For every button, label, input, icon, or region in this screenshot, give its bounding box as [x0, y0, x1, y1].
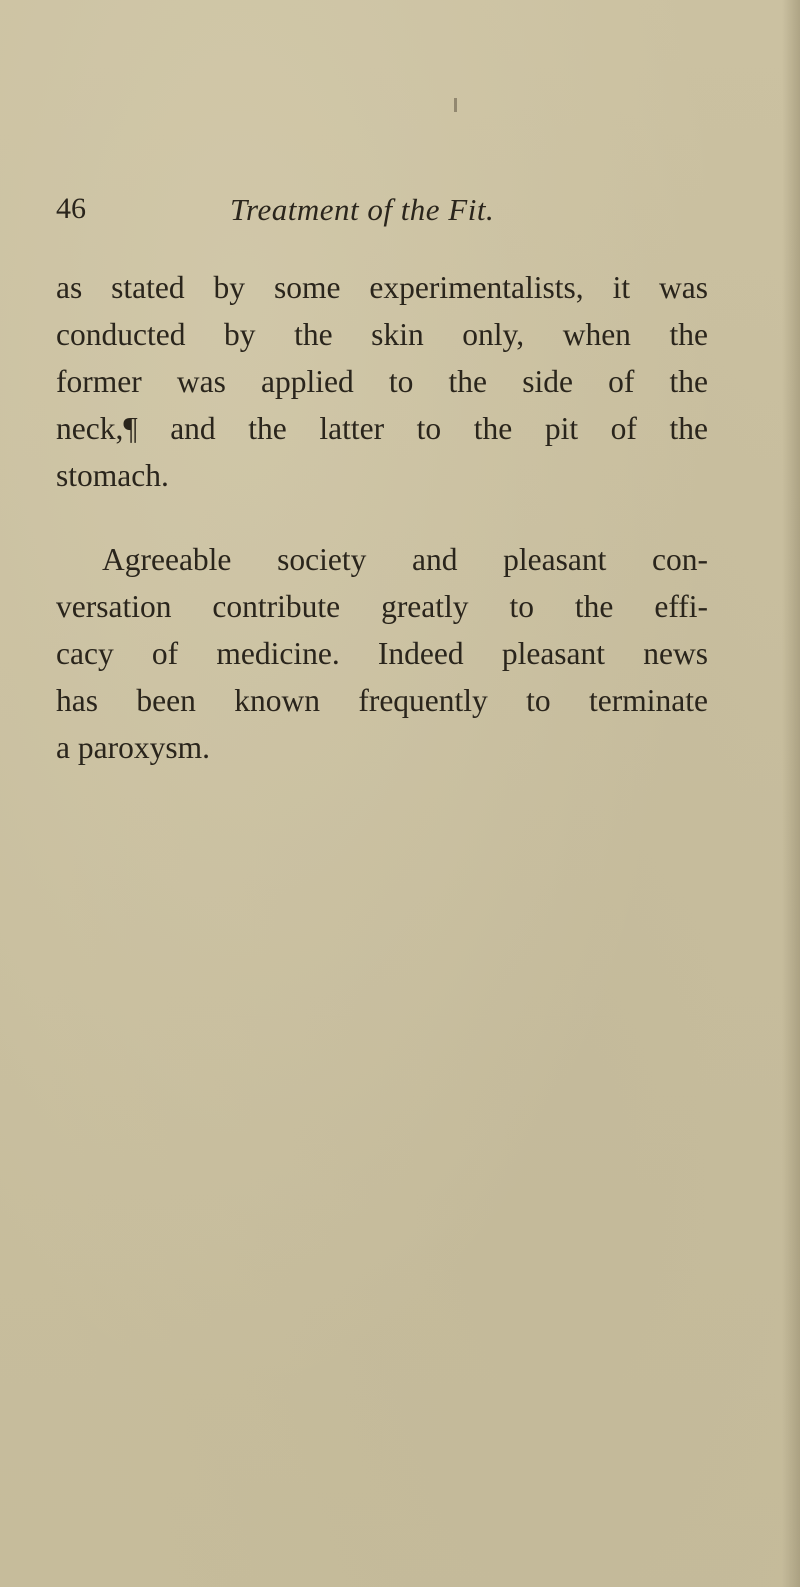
body-text — [56, 264, 756, 771]
page-edge-shadow — [782, 0, 800, 1587]
running-head — [56, 192, 756, 232]
text-line: versation contribute greatly to the effi- — [56, 589, 708, 624]
text-line: conducted by the skin only, when the — [56, 317, 708, 352]
paragraph-gap — [56, 499, 756, 536]
paragraph-1 — [56, 264, 756, 499]
running-head-title: Treatment of the Fit. — [230, 192, 495, 227]
text-line: as stated by some experimentalists, it was — [56, 270, 708, 305]
text-line: neck,¶ and the latter to the pit of the — [56, 411, 708, 446]
text-line: stomach. — [56, 458, 169, 493]
text-line: Agreeable society and pleasant con- — [102, 542, 708, 577]
text-line: a paroxysm. — [56, 730, 210, 765]
text-line: former was applied to the side of the — [56, 364, 708, 399]
page-number: 46 — [56, 192, 86, 225]
text-line: cacy of medicine. Indeed pleasant news — [56, 636, 708, 671]
paragraph-2 — [56, 536, 756, 771]
ink-speck — [454, 98, 457, 112]
text-line: has been known frequently to terminate — [56, 683, 708, 718]
